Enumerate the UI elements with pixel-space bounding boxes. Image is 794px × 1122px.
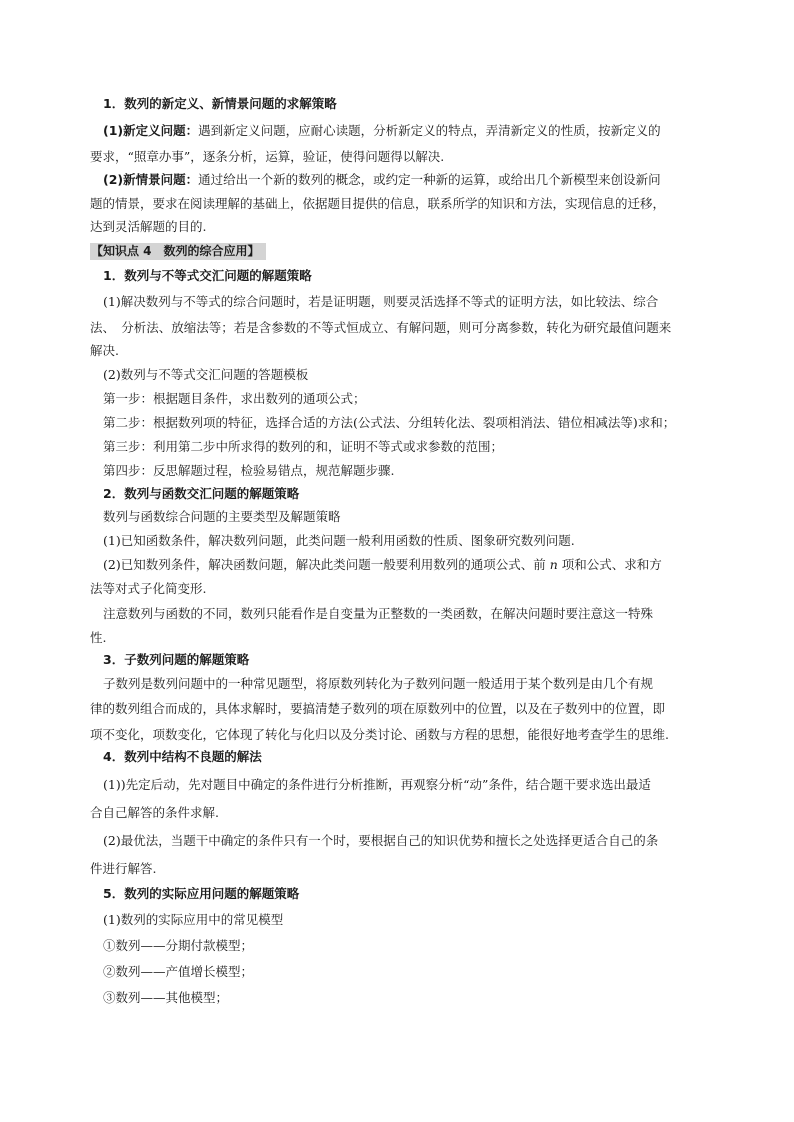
- paragraph-line: 数列与函数综合问题的主要类型及解题策略: [103, 509, 341, 524]
- paragraph-line: 题的情景，要求在阅读理解的基础上，依据题目提供的信息，联系所学的知识和方法，实现信息的迁移，: [90, 196, 666, 211]
- term-label: (2)新情景问题：: [103, 172, 199, 187]
- step-line: 第四步：反思解题过程，检验易错点，规范解题步骤.: [103, 463, 395, 478]
- knowledge-point-banner: 【知识点 4 数列的综合应用】: [90, 243, 266, 260]
- paragraph-line: (1))先定后动，先对题目中确定的条件进行分析推断，再观察分析“动”条件，结合题干要求选出最适: [103, 777, 651, 792]
- paragraph-line: (1)数列的实际应用中的常见模型: [103, 912, 284, 927]
- paragraph-line: 法、 分析法、放缩法等；若是含参数的不等式恒成立、有解问题，则可分离参数，转化为研究最值问题来: [90, 320, 672, 335]
- section-heading: 5．数列的实际应用问题的解题策略: [103, 886, 300, 901]
- paragraph-text: 项和公式、求和方: [557, 557, 662, 572]
- list-item: ③数列——其他模型；: [103, 990, 229, 1005]
- step-line: 第三步：利用第二步中所求得的数列的和，证明不等式或求参数的范围；: [103, 439, 504, 454]
- paragraph-text: 遇到新定义问题，应耐心读题，分析新定义的特点，弄清新定义的性质，按新定义的: [198, 123, 661, 138]
- step-line: 第一步：根据题目条件，求出数列的通项公式；: [103, 391, 366, 406]
- step-line: 第二步：根据数列项的特征，选择合适的方法(公式法、分组转化法、裂项相消法、错位相减法等)求和；: [103, 415, 676, 430]
- paragraph-line: (2)数列与不等式交汇问题的答题模板: [103, 367, 309, 382]
- paragraph-line: 项不变化，项数变化，它体现了转化与化归以及分类讨论、函数与方程的思想，能很好地考查学生的思维.: [90, 727, 669, 742]
- list-item: ①数列——分期付款模型；: [103, 938, 254, 953]
- paragraph-line: (1)解决数列与不等式的综合问题时，若是证明题，则要灵活选择不等式的证明方法，如比较法、综合: [103, 294, 659, 309]
- paragraph-line: (2)最优法，当题干中确定的条件只有一个时，要根据自己的知识优势和擅长之处选择更适合自己的条: [103, 833, 659, 848]
- paragraph-line: (1)已知函数条件，解决数列问题，此类问题一般利用函数的性质、图象研究数列问题.: [103, 533, 575, 548]
- paragraph-line: 子数列是数列问题中的一种常见题型，将原数列转化为子数列问题一般适用于某个数列是由几个有规: [103, 676, 654, 691]
- list-item: ②数列——产值增长模型；: [103, 964, 254, 979]
- paragraph-line: 法等对式子化简变形.: [90, 581, 207, 596]
- section-heading: 3．子数列问题的解题策略: [103, 652, 250, 667]
- variable-n: n: [549, 557, 558, 572]
- term-label: (1)新定义问题：: [103, 123, 199, 138]
- paragraph-text: 通过给出一个新的数列的概念，或约定一种新的运算，或给出几个新模型来创设新问: [198, 172, 661, 187]
- paragraph-line: 件进行解答.: [90, 861, 157, 876]
- paragraph-line: [103, 123, 724, 139]
- paragraph-line: 达到灵活解题的目的.: [90, 219, 207, 234]
- section-heading: 1．数列的新定义、新情景问题的求解策略: [103, 96, 337, 111]
- paragraph-line: 性.: [90, 630, 107, 645]
- section-heading: 1．数列与不等式交汇问题的解题策略: [103, 268, 312, 283]
- paragraph-line: 合自己解答的条件求解.: [90, 805, 219, 820]
- paragraph-line: [103, 557, 724, 573]
- paragraph-line: 注意数列与函数的不同，数列只能看作是自变量为正整数的一类函数，在解决问题时要注意这一特殊: [103, 606, 654, 621]
- paragraph-line: [103, 172, 724, 188]
- paragraph-text: (2)已知数列条件，解决函数问题，解决此类问题一般要利用数列的通项公式、前: [103, 557, 550, 572]
- paragraph-line: 解决.: [90, 343, 119, 358]
- paragraph-line: 律的数列组合而成的，具体求解时，要搞清楚子数列的项在原数列中的位置，以及在子数列中的位置，即: [90, 701, 666, 716]
- paragraph-line: 要求，“照章办事”，逐条分析，运算，验证，使得问题得以解决.: [90, 149, 445, 164]
- section-heading: 4．数列中结构不良题的解法: [103, 749, 262, 764]
- section-heading: 2．数列与函数交汇问题的解题策略: [103, 486, 300, 501]
